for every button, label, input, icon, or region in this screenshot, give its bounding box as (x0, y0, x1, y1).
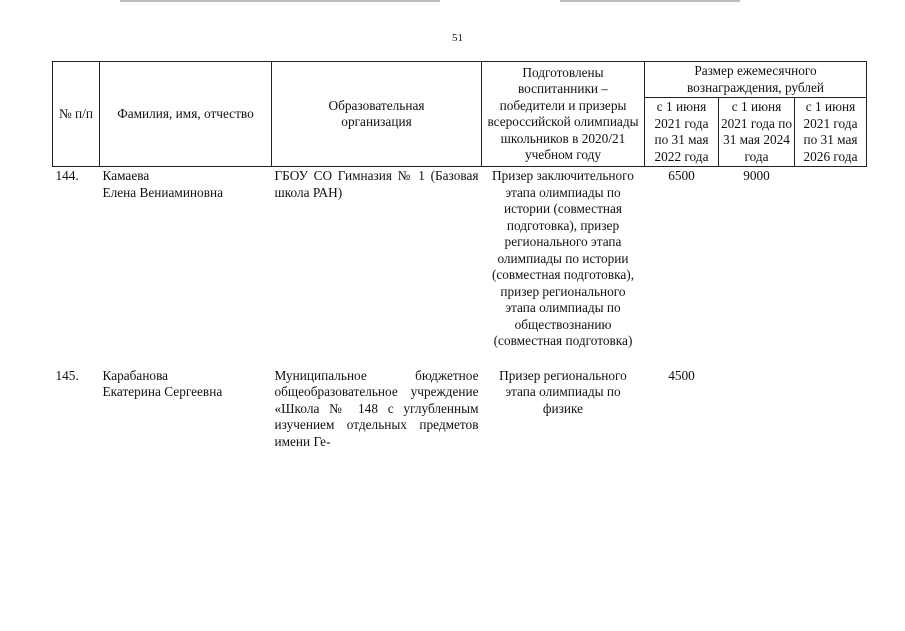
header-prepared: Подготовлены воспитанники – победители и призеры всероссийской олимпиады школьников в 2020/21 учебном году (482, 62, 645, 167)
amount-2026 (795, 367, 867, 452)
scan-top-edge (120, 0, 440, 2)
header-reward: Размер ежемесячного вознаграждения, рублей (645, 62, 867, 98)
row-spacer (53, 351, 867, 367)
amount-2026 (795, 167, 867, 351)
person-name: Камаева Елена Вениаминовна (102, 168, 223, 200)
organization: Муниципальное бюджетное общеобразовательное учреждение «Школа № 148 с углубленным изучением отдельных предметов имени Ге- (274, 367, 479, 449)
awards-table (52, 61, 867, 451)
row-number: 144. (55, 168, 79, 183)
header-period-2026: с 1 июня 2021 года по 31 мая 2026 года (795, 98, 867, 167)
table-row (53, 167, 867, 351)
person-name: Карабанова Екатерина Сергеевна (102, 367, 223, 399)
scan-top-edge (560, 0, 740, 2)
row-number: 145. (55, 367, 79, 383)
header-period-2022: с 1 июня 2021 года по 31 мая 2022 года (645, 98, 719, 167)
amount-2024 (719, 367, 795, 452)
amount-2022: 4500 (668, 367, 695, 383)
header-org: Образовательная организация (272, 62, 482, 167)
table-row (53, 367, 867, 452)
header-name: Фамилия, имя, отчество (100, 62, 272, 167)
page-number: 51 (452, 32, 463, 44)
award-description: Призер заключительного этапа олимпиады по истории (совместная подготовка), призер регионального этапа олимпиады по истории (совместная подготовка), призер регионального этапа олимпиады по обществознанию (совместная подготовка) (491, 168, 635, 348)
header-num: № п/п (53, 62, 100, 167)
header-period-2024: с 1 июня 2021 года по 31 мая 2024 года (719, 98, 795, 167)
organization: ГБОУ СО Гимназия № 1 (Базовая школа РАН) (274, 168, 479, 200)
amount-2024: 9000 (743, 168, 770, 183)
award-description: Призер регионального этапа олимпиады по физике (499, 367, 627, 416)
amount-2022: 6500 (668, 168, 695, 183)
